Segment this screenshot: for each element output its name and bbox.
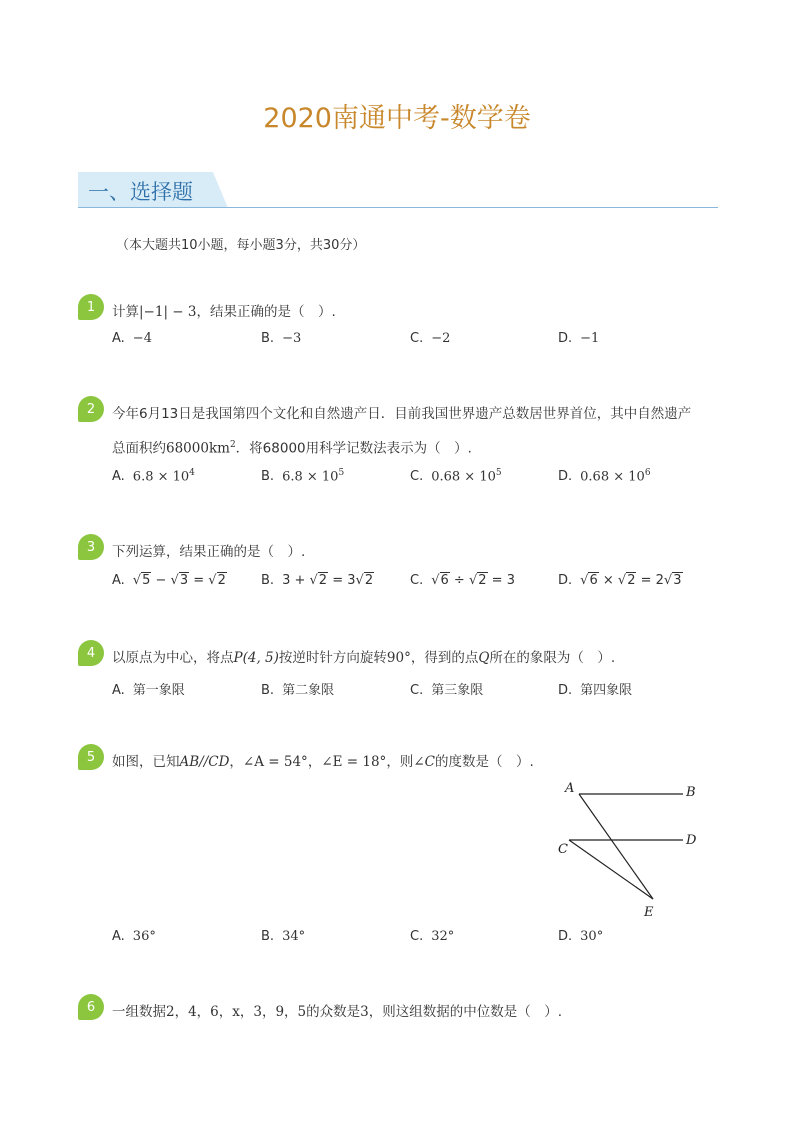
question-number-badge: 5 xyxy=(78,744,104,770)
question-number-badge: 1 xyxy=(78,294,104,320)
option-a[interactable]: A. 第一象限 xyxy=(112,683,185,698)
question-text: 下列运算，结果正确的是（ ）. xyxy=(112,544,306,560)
question-text: 计算|−1| − 3，结果正确的是（ ）. xyxy=(112,304,336,320)
section-header xyxy=(78,170,718,210)
question-number-badge: 6 xyxy=(78,994,104,1020)
section-instructions: （本大题共10小题，每小题3分，共30分） xyxy=(116,238,366,253)
question-text: 以原点为中心，将点P(4, 5)按逆时针方向旋转90°，得到的点Q所在的象限为（ ）. xyxy=(112,650,616,666)
answer-options xyxy=(112,468,712,488)
option-a[interactable]: A. $6.8 \times 10^4$ xyxy=(112,468,195,485)
label-c: C xyxy=(558,842,568,857)
label-d: D xyxy=(686,833,697,848)
line-ae xyxy=(579,794,653,899)
label-b: B xyxy=(686,785,696,800)
option-a[interactable]: A. √5 − √3 = √2 xyxy=(112,573,226,588)
answer-options xyxy=(112,573,712,593)
option-b[interactable]: B. 3 + √2 = 3√2 xyxy=(261,573,374,588)
option-c[interactable]: C. $0.68 \times 10^5$ xyxy=(410,468,502,485)
label-e: E xyxy=(644,905,654,920)
question-text: 如图，已知AB//CD，∠A = 54°，∠E = 18°，则∠C的度数是（ ）. xyxy=(112,754,534,770)
option-d[interactable]: D. √6 × √2 = 2√3 xyxy=(558,573,682,588)
option-b[interactable]: B. −3 xyxy=(261,331,302,346)
question-text: 一组数据2，4，6，x，3，9，5的众数是3，则这组数据的中位数是（ ）. xyxy=(112,1004,563,1020)
option-c[interactable]: C. √6 ÷ √2 = 3 xyxy=(410,573,515,588)
answer-options xyxy=(112,929,712,949)
option-a[interactable]: A. 36° xyxy=(112,929,156,944)
question-number-badge: 3 xyxy=(78,534,104,560)
question-text: 今年6月13日是我国第四个文化和自然遗产日．目前我国世界遗产总数居世界首位，其中自然遗产总面积约$68000km^2$．将68000用科学记数法表示为（ ）. xyxy=(112,406,692,457)
option-c[interactable]: C. −2 xyxy=(410,331,451,346)
option-c[interactable]: C. 第三象限 xyxy=(410,683,484,698)
option-d[interactable]: D. 第四象限 xyxy=(558,683,633,698)
question-number-badge: 2 xyxy=(78,396,104,422)
geometry-figure xyxy=(555,778,705,923)
option-b[interactable]: B. $6.8 \times 10^5$ xyxy=(261,468,345,485)
question-number-badge: 4 xyxy=(78,640,104,666)
option-c[interactable]: C. 32° xyxy=(410,929,455,944)
option-b[interactable]: B. 34° xyxy=(261,929,306,944)
section-divider xyxy=(78,207,718,208)
option-d[interactable]: D. $0.68 \times 10^6$ xyxy=(558,468,651,485)
option-a[interactable]: A. −4 xyxy=(112,331,152,346)
answer-options xyxy=(112,331,712,351)
option-d[interactable]: D. −1 xyxy=(558,331,600,346)
answer-options xyxy=(112,679,712,699)
label-a: A xyxy=(565,781,575,796)
option-b[interactable]: B. 第二象限 xyxy=(261,683,335,698)
section-title: 一、选择题 xyxy=(88,180,193,204)
line-ce xyxy=(569,840,653,899)
page-title: 2020南通中考-数学卷 xyxy=(263,103,531,134)
option-d[interactable]: D. 30° xyxy=(558,929,604,944)
